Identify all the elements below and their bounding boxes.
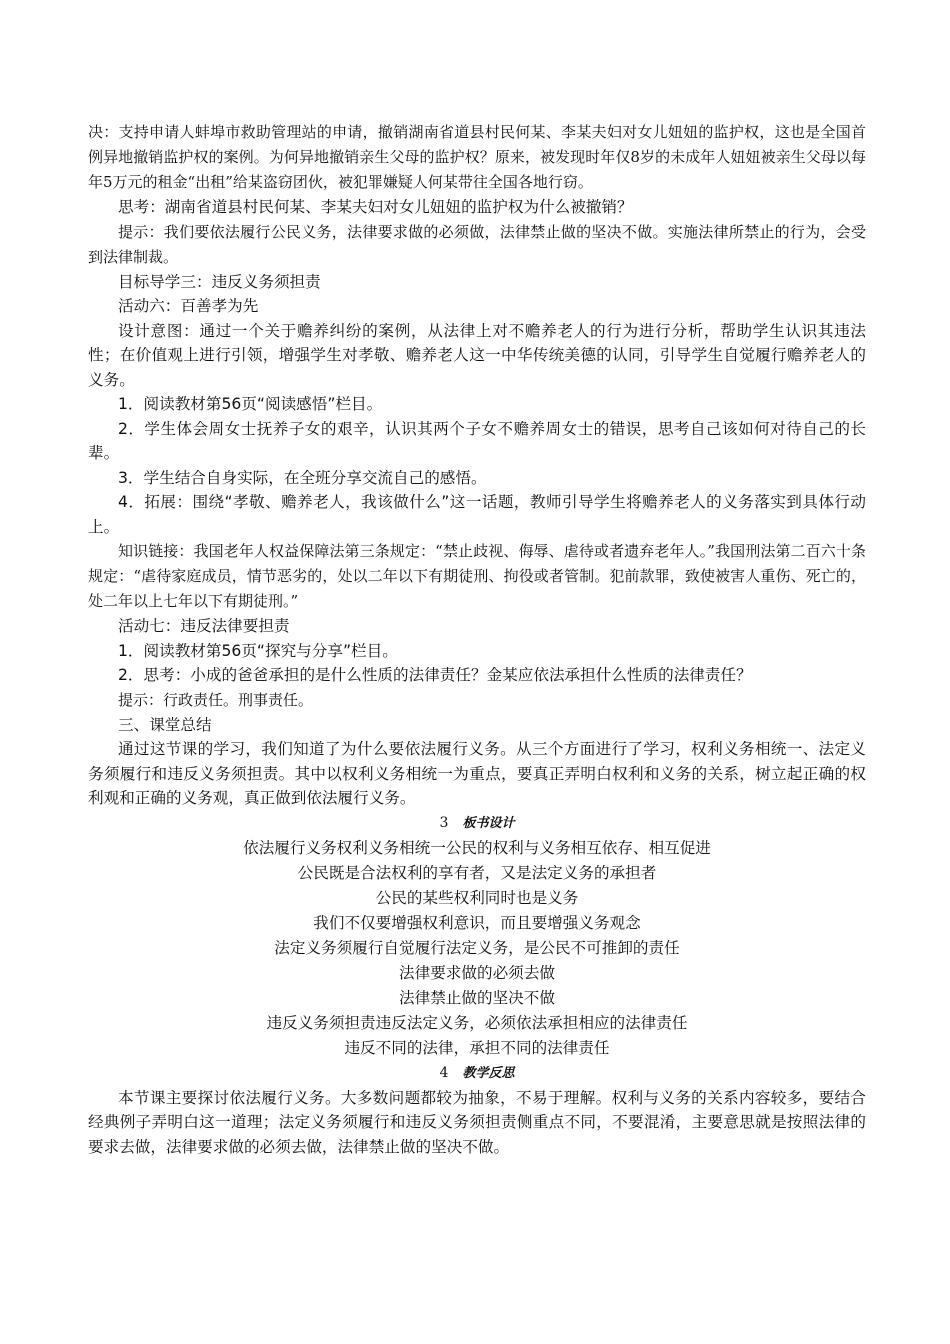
board-heading-title: 板书设计: [462, 815, 515, 831]
activity-7-heading: 活动七：违反法律要担责: [118, 617, 290, 635]
goal-heading-3: 目标导学三：违反义务须担责: [118, 272, 321, 291]
board-heading-number: 3: [439, 814, 449, 831]
hint-1: 提示：我们要依法履行公民义务，法律要求做的必须做，法律禁止做的坚决不做。实施法律所禁止的行为，会受到法律制裁。: [88, 222, 866, 266]
reflection-heading-title: 教学反思: [462, 1065, 515, 1081]
reflection-heading: [88, 1061, 866, 1086]
think-question-1: 思考：湖南省道县村民何某、李某夫妇对女儿妞妞的监护权为什么被撤销？: [118, 198, 633, 216]
board-line: 法律禁止做的坚决不做: [399, 988, 555, 1007]
hint-2: 提示：行政责任。刑事责任。: [118, 690, 314, 709]
section-3-heading: 三、课堂总结: [118, 715, 212, 734]
step-4: 4．拓展：围绕“孝敬、赡养老人，我该做什么”这一话题，教师引导学生将赡养老人的义务落实到具体行动上。: [88, 493, 866, 536]
board-design: [88, 836, 866, 1061]
document-page: [88, 120, 866, 1159]
activity-7-step-1: 1．阅读教材第56页“探究与分享”栏目。: [118, 641, 398, 660]
step-1: 1．阅读教材第56页“阅读感悟”栏目。: [118, 395, 383, 413]
step-3: 3．学生结合自身实际，在全班分享交流自己的感悟。: [118, 468, 487, 487]
reflection-paragraph: 本节课主要探讨依法履行义务。大多数问题都较为抽象，不易于理解。权利与义务的关系内容较多，要结合经典例子弄明白这一道理；法定义务须履行和违反义务须担责侧重点不同，不要混淆，主要意思就是按照法律的要求去做，法律要求做的必须去做，法律禁止做的坚决不做。: [88, 1088, 866, 1156]
design-intent: 设计意图：通过一个关于赡养纠纷的案例，从法律上对不赡养老人的行为进行分析，帮助学生认识其违法性；在价值观上进行引领，增强学生对孝敬、赡养老人这一中华传统美德的认同，引导学生自觉履行赡养老人的义务。: [88, 321, 866, 389]
activity-7-step-2: 2．思考：小成的爸爸承担的是什么性质的法律责任？金某应依法承担什么性质的法律责任？: [118, 666, 752, 684]
summary-paragraph: 通过这节课的学习，我们知道了为什么要依法履行义务。从三个方面进行了学习，权利义务相统一、法定义务须履行和违反义务须担责。其中以权利义务相统一为重点，要真正弄明白权利和义务的关系，树立起正确的权利观和正确的义务观，真正做到依法履行义务。: [88, 740, 866, 807]
board-line: 公民的某些权利同时也是义务: [375, 888, 579, 907]
board-line: 违反不同的法律，承担不同的法律责任: [344, 1038, 610, 1057]
activity-6-heading: 活动六：百善孝为先: [118, 297, 259, 315]
reflection-heading-number: 4: [439, 1064, 449, 1081]
board-line: 依法履行义务权利义务相统一公民的权利与义务相互依存、相互促进: [243, 838, 711, 857]
board-line: 公民既是合法权利的享有者，又是法定义务的承担者: [297, 863, 657, 882]
board-line: 违反义务须担责违反法定义务，必须依法承担相应的法律责任: [266, 1013, 688, 1032]
board-line: 法定义务须履行自觉履行法定义务，是公民不可推卸的责任: [274, 938, 680, 957]
case-paragraph: 决：支持申请人蚌埠市救助管理站的申请，撤销湖南省道县村民何某、李某夫妇对女儿妞妞的监护权，这也是全国首例异地撤销监护权的案例。为何异地撤销亲生父母的监护权？原来，被发现时年仅8岁的未成年人妞妞被亲生父母以每年5万元的租金“出租”给某盗窃团伙，被犯罪嫌疑人何某带往全国各地行窃。: [88, 123, 866, 191]
board-line: 我们不仅要增强权利意识，而且要增强义务观念: [313, 913, 641, 932]
board-line: 法律要求做的必须去做: [399, 963, 555, 982]
board-design-heading: [88, 811, 866, 836]
knowledge-link: 知识链接：我国老年人权益保障法第三条规定：“禁止歧视、侮辱、虐待或者遗弃老年人。”我国刑法第二百六十条规定：“虐待家庭成员，情节恶劣的，处以二年以下有期徒刑、拘役或者管制。犯前款罪，致使被害人重伤、死亡的，处二年以上七年以下有期徒刑。”: [88, 542, 866, 610]
step-2: 2．学生体会周女士抚养子女的艰辛，认识其两个子女不赡养周女士的错误，思考自己该如何对待自己的长辈。: [88, 419, 866, 462]
